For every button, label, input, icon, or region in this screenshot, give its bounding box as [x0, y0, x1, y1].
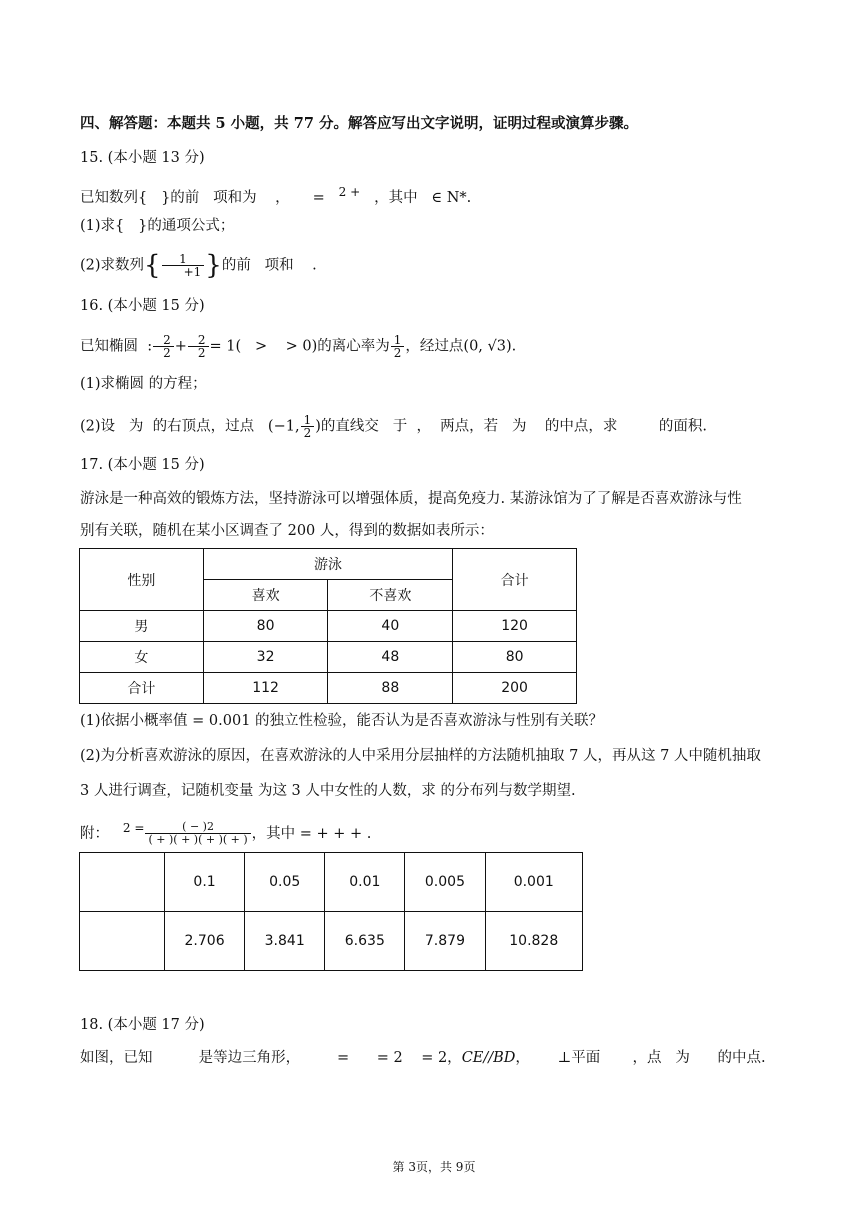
row-dislike: 48 [328, 642, 453, 673]
q15-p2-a: (2)求数列 [80, 257, 145, 274]
table-row [80, 673, 577, 704]
p2-frac-denominator: 2 [303, 426, 312, 440]
q16-p2-a: (2)设 [80, 418, 116, 435]
q15-stem [80, 182, 471, 208]
q15-stem-f: 2 + [338, 185, 361, 199]
q16-part2 [80, 414, 707, 439]
table-row [80, 912, 583, 971]
q16-part1: (1)求椭圆 的方程； [80, 376, 207, 392]
q15-stem-d: ， [275, 189, 290, 206]
row-like: 112 [203, 673, 328, 704]
q17-appendix [80, 818, 371, 846]
q18-stem-g: ， [515, 1050, 530, 1066]
frac2-denominator: 2 [197, 346, 206, 360]
q15-stem-h: ∈ N*. [431, 189, 472, 206]
q15-p2-b: 的前 [221, 257, 251, 274]
q18-stem-d: = 2 [376, 1050, 403, 1066]
row-total: 120 [453, 611, 577, 642]
q15-stem-c: 项和为 [213, 189, 257, 206]
ecc-numerator: 1 [391, 334, 405, 347]
q16-ecc [391, 334, 405, 359]
frac1-numerator: 2 [153, 334, 174, 347]
frac-denominator: +1 [183, 265, 202, 279]
q16-p2-e: 于 [392, 418, 408, 435]
section-heading: 四、解答题：本题共 5 小题，共 77 分。解答应写出文字说明，证明过程或演算步骤。 [80, 115, 638, 132]
q15-stem-e: = [312, 189, 325, 206]
q17-part2-line2: 3 人进行调查，记随机变量 为这 3 人中女性的人数，求 的分布列与数学期望. [80, 783, 576, 799]
q18-stem-a: 如图，已知 [80, 1050, 153, 1066]
q15-part2 [80, 250, 317, 281]
q16-header: 16. (本小题 15 分) [80, 298, 205, 314]
q18-stem-h: ⊥平面 [557, 1050, 601, 1066]
frac2-numerator: 2 [188, 334, 209, 347]
q15-p2-d: . [312, 257, 317, 274]
header-like: 喜欢 [203, 580, 328, 611]
q16-p2-h: 为 [511, 418, 527, 435]
p2-frac-numerator: 1 [301, 414, 315, 427]
cell: 6.635 [325, 912, 405, 971]
q16-plus: + [174, 338, 187, 355]
page-footer: 第 3页，共 9页 [392, 1160, 476, 1174]
q16-p2-i: 的中点，求 [544, 418, 618, 435]
q16-stem-e: > 0)的离心率为 [285, 338, 390, 355]
q16-stem [80, 334, 516, 359]
q16-frac1 [153, 334, 174, 359]
q15-stem-g: ，其中 [374, 189, 418, 206]
q18-stem-e: = 2， [421, 1050, 462, 1066]
q18-stem-i: ，点 [632, 1050, 662, 1066]
appendix-chi: 2 = [122, 821, 145, 835]
q16-p2-j: 的面积. [658, 418, 708, 435]
q16-p2-g: 两点，若 [440, 418, 499, 435]
table-row [80, 642, 577, 673]
q16-point: (0, √3). [463, 338, 517, 355]
critical-value-table [79, 852, 583, 971]
q16-p2-frac [301, 414, 315, 439]
row-dislike: 88 [328, 673, 453, 704]
q16-frac2 [188, 334, 209, 359]
table-row [80, 611, 577, 642]
q16-stem-b: : [147, 338, 153, 355]
row-label: 合计 [80, 673, 204, 704]
q15-stem-b: }的前 [161, 189, 200, 206]
q18-stem-c: = [336, 1050, 350, 1066]
table-row [80, 853, 583, 912]
cell: 0.005 [405, 853, 485, 912]
q16-stem-d: > [255, 338, 268, 355]
cell: 0.01 [325, 853, 405, 912]
q18-stem-f: CE//BD [461, 1050, 516, 1066]
ecc-denominator: 2 [393, 346, 402, 360]
cell [80, 912, 165, 971]
appendix-numerator: ( − )2 [145, 821, 250, 834]
appendix-label: 附： [80, 825, 109, 842]
cell: 0.05 [245, 853, 325, 912]
header-total: 合计 [453, 549, 577, 611]
q15-p1-b: }的通项公式； [138, 218, 235, 234]
left-brace: { [144, 250, 161, 281]
cell: 0.001 [485, 853, 583, 912]
row-total: 80 [453, 642, 577, 673]
row-label: 男 [80, 611, 204, 642]
row-like: 80 [203, 611, 328, 642]
survey-table [79, 548, 577, 704]
cell: 7.879 [405, 912, 485, 971]
q18-stem [80, 1048, 766, 1068]
row-label: 女 [80, 642, 204, 673]
q16-stem-f: ，经过点 [405, 338, 464, 355]
frac1-denominator: 2 [163, 346, 171, 360]
row-dislike: 40 [328, 611, 453, 642]
q16-p2-b: 为 [128, 418, 144, 435]
row-total: 200 [453, 673, 577, 704]
cell: 0.1 [165, 853, 245, 912]
q17-header: 17. (本小题 15 分) [80, 457, 205, 473]
q15-p1-a: (1)求{ [80, 218, 125, 234]
header-dislike: 不喜欢 [328, 580, 453, 611]
appendix-denominator: ( + )( + )( + )( + ) [148, 833, 248, 847]
q18-stem-k: 的中点. [717, 1050, 766, 1066]
cell: 2.706 [165, 912, 245, 971]
q17-stem-line2: 别有关联，随机在某小区调查了 200 人，得到的数据如表所示： [80, 523, 494, 539]
cell: 10.828 [485, 912, 583, 971]
appendix-where: ，其中 = + + + . [251, 825, 372, 842]
q16-p2-point-b: ) [315, 418, 321, 435]
row-like: 32 [203, 642, 328, 673]
q16-stem-a: 已知椭圆 [80, 338, 138, 355]
q15-stem-a: 已知数列{ [80, 189, 148, 206]
q18-stem-b: 是等边三角形， [198, 1050, 301, 1066]
q17-part1: (1)依据小概率值 = 0.001 的独立性检验，能否认为是否喜欢游泳与性别有关联？ [80, 713, 604, 729]
q17-stem-line1: 游泳是一种高效的锻炼方法，坚持游泳可以增强体质，提高免疫力. 某游泳馆为了了解是否喜欢游泳与性 [80, 491, 742, 507]
q16-p2-c: 的右顶点，过点 [152, 418, 255, 435]
q17-part2-line1: (2)为分析喜欢游泳的原因，在喜欢游泳的人中采用分层抽样的方法随机抽取 7 人，再从这 7 人中随机抽取 [80, 748, 761, 764]
q15-p2-c: 项和 [264, 257, 294, 274]
cell: 3.841 [245, 912, 325, 971]
right-brace: } [205, 250, 222, 281]
header-gender: 性别 [80, 549, 204, 611]
q18-stem-j: 为 [675, 1050, 690, 1066]
cell [80, 853, 165, 912]
frac-numerator: 1 [162, 253, 205, 266]
q15-header: 15. (本小题 13 分) [80, 150, 205, 166]
header-swim: 游泳 [203, 549, 452, 580]
q16-stem-c: = 1( [209, 338, 242, 355]
q16-p2-point-a: (−1, [267, 418, 300, 435]
q15-fraction [162, 253, 205, 278]
q18-header: 18. (本小题 17 分) [80, 1017, 205, 1033]
q16-p2-d: 的直线交 [320, 418, 379, 435]
q15-part1 [80, 216, 234, 236]
q16-p2-f: ， [416, 418, 431, 435]
appendix-fraction [145, 821, 250, 846]
